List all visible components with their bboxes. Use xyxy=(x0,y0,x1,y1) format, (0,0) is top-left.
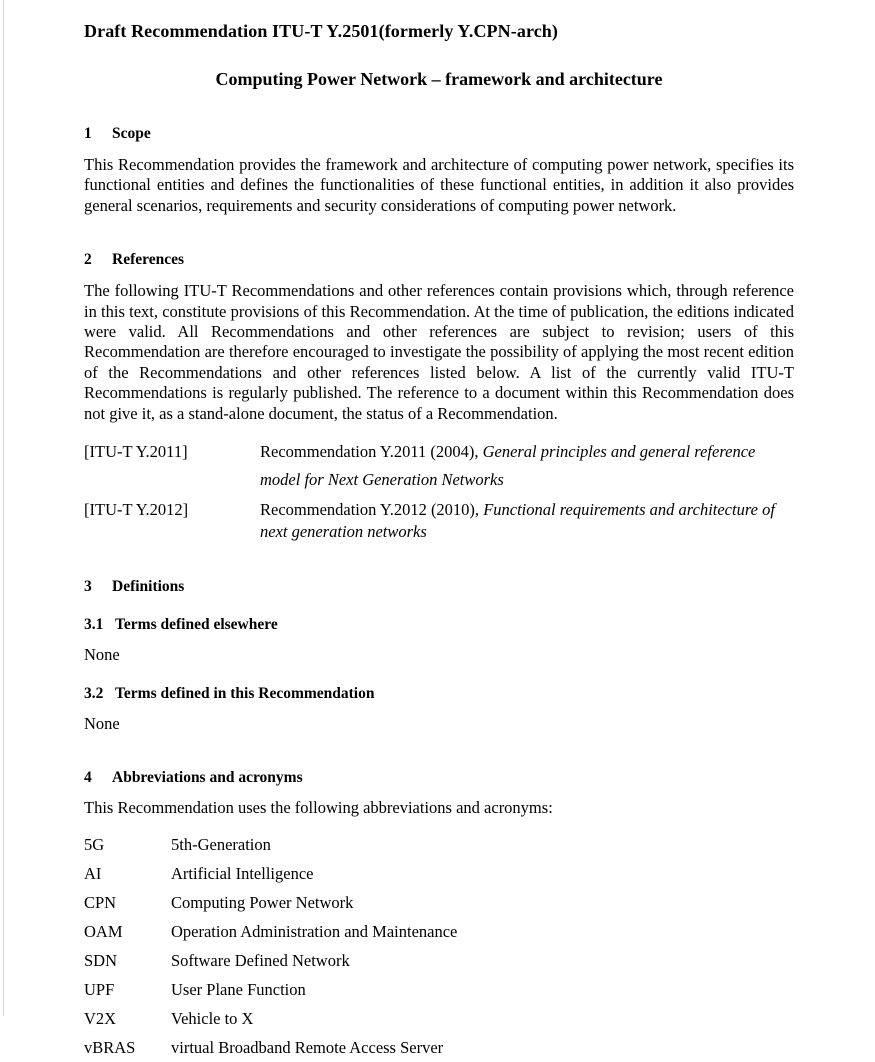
document-page xyxy=(84,0,794,1062)
abbreviation-term: SDN xyxy=(84,951,118,971)
abbreviation-term: UPF xyxy=(84,980,115,1000)
abbreviation-definition: Vehicle to X xyxy=(171,1009,254,1029)
section-heading-abbreviations xyxy=(84,768,794,787)
scope-paragraph: This Recommendation provides the framework and architecture of computing power network, specifies its functional entities and defines the functionalities of these functional entities, in addition it also provides general scenarios, requirements and security considerations of computing power network. xyxy=(84,155,794,215)
abbreviation-definition: virtual Broadband Remote Access Server xyxy=(171,1038,444,1058)
reference-entry xyxy=(84,438,794,494)
subsection-title-terms-defined: Terms defined in this Recommendation xyxy=(115,685,375,703)
abbreviation-row xyxy=(84,975,794,1004)
reference-lead: Recommendation Y.2012 (2010), xyxy=(260,500,484,520)
abbreviation-term: vBRAS xyxy=(84,1038,136,1058)
reference-description xyxy=(260,499,794,543)
section-number-definitions: 3 xyxy=(84,578,92,596)
section-heading-definitions xyxy=(84,577,794,596)
section-title-abbreviations: Abbreviations and acronyms xyxy=(112,769,303,787)
subsection-title-terms-elsewhere: Terms defined elsewhere xyxy=(115,616,278,634)
section-heading-scope xyxy=(84,124,794,143)
abbreviation-term: OAM xyxy=(84,922,123,942)
subsection-number-terms-elsewhere: 3.1 xyxy=(84,616,104,634)
abbreviation-list xyxy=(84,830,794,1062)
abbreviation-definition: Computing Power Network xyxy=(171,893,354,913)
abbreviation-row xyxy=(84,1033,794,1062)
abbreviation-row xyxy=(84,830,794,859)
abbreviation-definition: 5th-Generation xyxy=(171,835,271,855)
abbreviation-term: 5G xyxy=(84,835,105,855)
section-heading-references xyxy=(84,250,794,269)
reference-tag: [ITU-T Y.2011] xyxy=(84,442,188,462)
reference-lead: Recommendation Y.2011 (2004), xyxy=(260,442,483,462)
reference-tag: [ITU-T Y.2012] xyxy=(84,500,189,520)
terms-elsewhere-content: None xyxy=(84,645,120,665)
section-number-references: 2 xyxy=(84,251,92,269)
abbreviation-definition: Operation Administration and Maintenance xyxy=(171,922,458,942)
page-edge-rule xyxy=(3,0,4,1016)
section-title-definitions: Definitions xyxy=(112,578,185,596)
subsection-heading-terms-defined xyxy=(84,684,794,703)
document-subtitle: Computing Power Network – framework and architecture xyxy=(215,69,663,89)
reference-title: General principles and general reference model for Next Generation Networks xyxy=(260,442,756,490)
abbreviation-row xyxy=(84,946,794,975)
reference-entry-list xyxy=(84,438,794,543)
abbreviation-term: CPN xyxy=(84,893,117,913)
reference-description xyxy=(260,438,794,494)
abbreviation-definition: Software Defined Network xyxy=(171,951,350,971)
abbreviation-row xyxy=(84,859,794,888)
section-title-references: References xyxy=(112,251,185,269)
references-paragraph: The following ITU-T Recommendations and other references contain provisions which, through reference in this text, constitute provisions of this Recommendation. At the time of publication, the editions indicated were valid. All Recommendations and other references are subject to revision; users of this Recommendation are therefore encouraged to investigate the possibility of applying the most recent edition of the Recommendations and other references listed below. A list of the currently valid ITU-T Recommendations is regularly published. The reference to a document within this Recommendation does not give it, as a stand-alone document, the status of a Recommendation. xyxy=(84,281,794,423)
reference-title: Functional requirements and architecture of next generation networks xyxy=(260,500,775,542)
reference-entry xyxy=(84,499,794,543)
subsection-number-terms-defined: 3.2 xyxy=(84,685,104,703)
section-number-abbreviations: 4 xyxy=(84,769,92,787)
abbreviation-term: V2X xyxy=(84,1009,117,1029)
subsection-heading-terms-elsewhere xyxy=(84,615,794,634)
section-title-scope: Scope xyxy=(112,125,151,142)
abbreviation-row xyxy=(84,888,794,917)
abbreviation-term: AI xyxy=(84,864,102,884)
abbreviation-row xyxy=(84,917,794,946)
abbreviation-definition: Artificial Intelligence xyxy=(171,864,314,884)
abbreviations-intro: This Recommendation uses the following abbreviations and acronyms: xyxy=(84,798,553,818)
section-number-scope: 1 xyxy=(84,125,92,142)
document-title: Draft Recommendation ITU-T Y.2501(formerly Y.CPN-arch) xyxy=(84,21,558,41)
abbreviation-definition: User Plane Function xyxy=(171,980,306,1000)
terms-defined-content: None xyxy=(84,714,120,734)
abbreviation-row xyxy=(84,1004,794,1033)
